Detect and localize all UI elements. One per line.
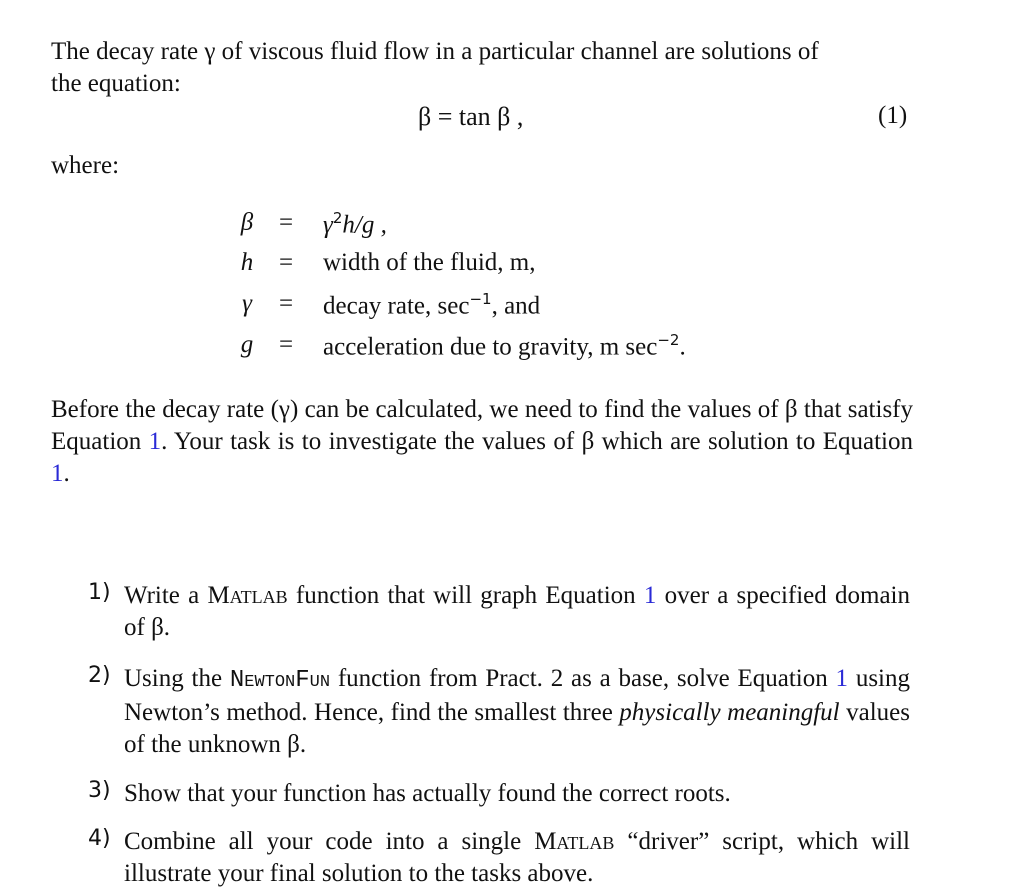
code-function-name: NewtonFun [229, 667, 331, 694]
task-text [124, 663, 910, 761]
equation-ref-link[interactable]: 1 [51, 460, 64, 487]
definition-value: width of the fluid, m, [323, 249, 536, 276]
equation-1 [0, 102, 1024, 136]
where-label: where: [51, 152, 120, 179]
paragraph-text: . [63, 460, 70, 487]
equation-number: (1) [878, 102, 908, 129]
definition-value [323, 331, 686, 361]
task-text-part: values of the unknown β. [124, 699, 910, 758]
task-intro-paragraph [51, 394, 913, 490]
task-text-part: function from Pract. 2 as a base, solve Equation [330, 665, 836, 692]
task-marker: 4) [88, 826, 111, 851]
equation-ref-link[interactable]: 1 [835, 665, 849, 692]
equation-formula: β = tan β , [418, 102, 524, 131]
intro-paragraph [51, 36, 913, 100]
definition-equals: = [278, 249, 294, 276]
definition-row [0, 290, 1024, 326]
equation-ref-link[interactable]: 1 [643, 582, 657, 609]
task-text-part: using Newton’s method. Hence, find the smallest three [124, 665, 910, 726]
task-text [124, 826, 910, 890]
definition-value [323, 209, 387, 239]
emphasis-text: physically meaningful [619, 699, 840, 726]
definition-equals: = [278, 331, 294, 358]
definition-symbol: g [240, 331, 254, 358]
definition-value-rest: h/g , [342, 211, 387, 239]
definition-value-exponent: −1 [469, 290, 492, 308]
definition-value-exponent: −2 [657, 331, 680, 349]
definition-equals: = [278, 290, 294, 317]
matlab-name: Matlab [207, 582, 288, 609]
intro-line-1: The decay rate γ of viscous fluid flow in a particular channel are solutions of [51, 38, 819, 65]
task-text: Show that your function has actually found the correct roots. [124, 780, 731, 807]
task-marker: 2) [88, 663, 111, 688]
intro-line-2: the equation: [51, 70, 181, 97]
task-text-part: Using the [124, 665, 230, 692]
task-marker: 3) [88, 778, 111, 803]
definition-value-base: acceleration due to gravity, m sec [323, 333, 658, 361]
definition-value [323, 290, 540, 320]
task-text-part: Write a [124, 582, 208, 609]
paragraph-text: Before the decay rate (γ) can be calculated, we need to find the values of β that satisfy Equation [51, 396, 913, 455]
definition-value-rest: . [679, 333, 686, 361]
equation-ref-link[interactable]: 1 [148, 428, 162, 455]
definition-row [0, 331, 1024, 367]
definition-value-base: γ [323, 211, 333, 239]
paragraph-text: . Your task is to investigate the values of β which are solution to Equation [161, 428, 914, 455]
definition-row [0, 209, 1024, 245]
definition-symbol: h [240, 249, 254, 276]
definition-value-rest: , and [491, 292, 541, 320]
definition-value-exponent: 2 [332, 209, 343, 227]
task-text-part: Combine all your code into a single [124, 828, 535, 855]
task-text-part: function that will graph Equation [287, 582, 644, 609]
definition-row [0, 249, 1024, 285]
task-marker: 1) [88, 580, 111, 605]
task-text-part: “driver” script, which will illustrate your final solution to the tasks above. [124, 828, 910, 887]
task-text-part: over a specified domain of β. [124, 582, 910, 641]
definition-value-base: decay rate, sec [323, 292, 470, 320]
matlab-name: Matlab [534, 828, 615, 855]
definition-equals: = [278, 209, 294, 236]
definition-symbol: γ [242, 290, 252, 317]
task-text [124, 580, 910, 644]
definition-symbol: β [240, 209, 254, 236]
